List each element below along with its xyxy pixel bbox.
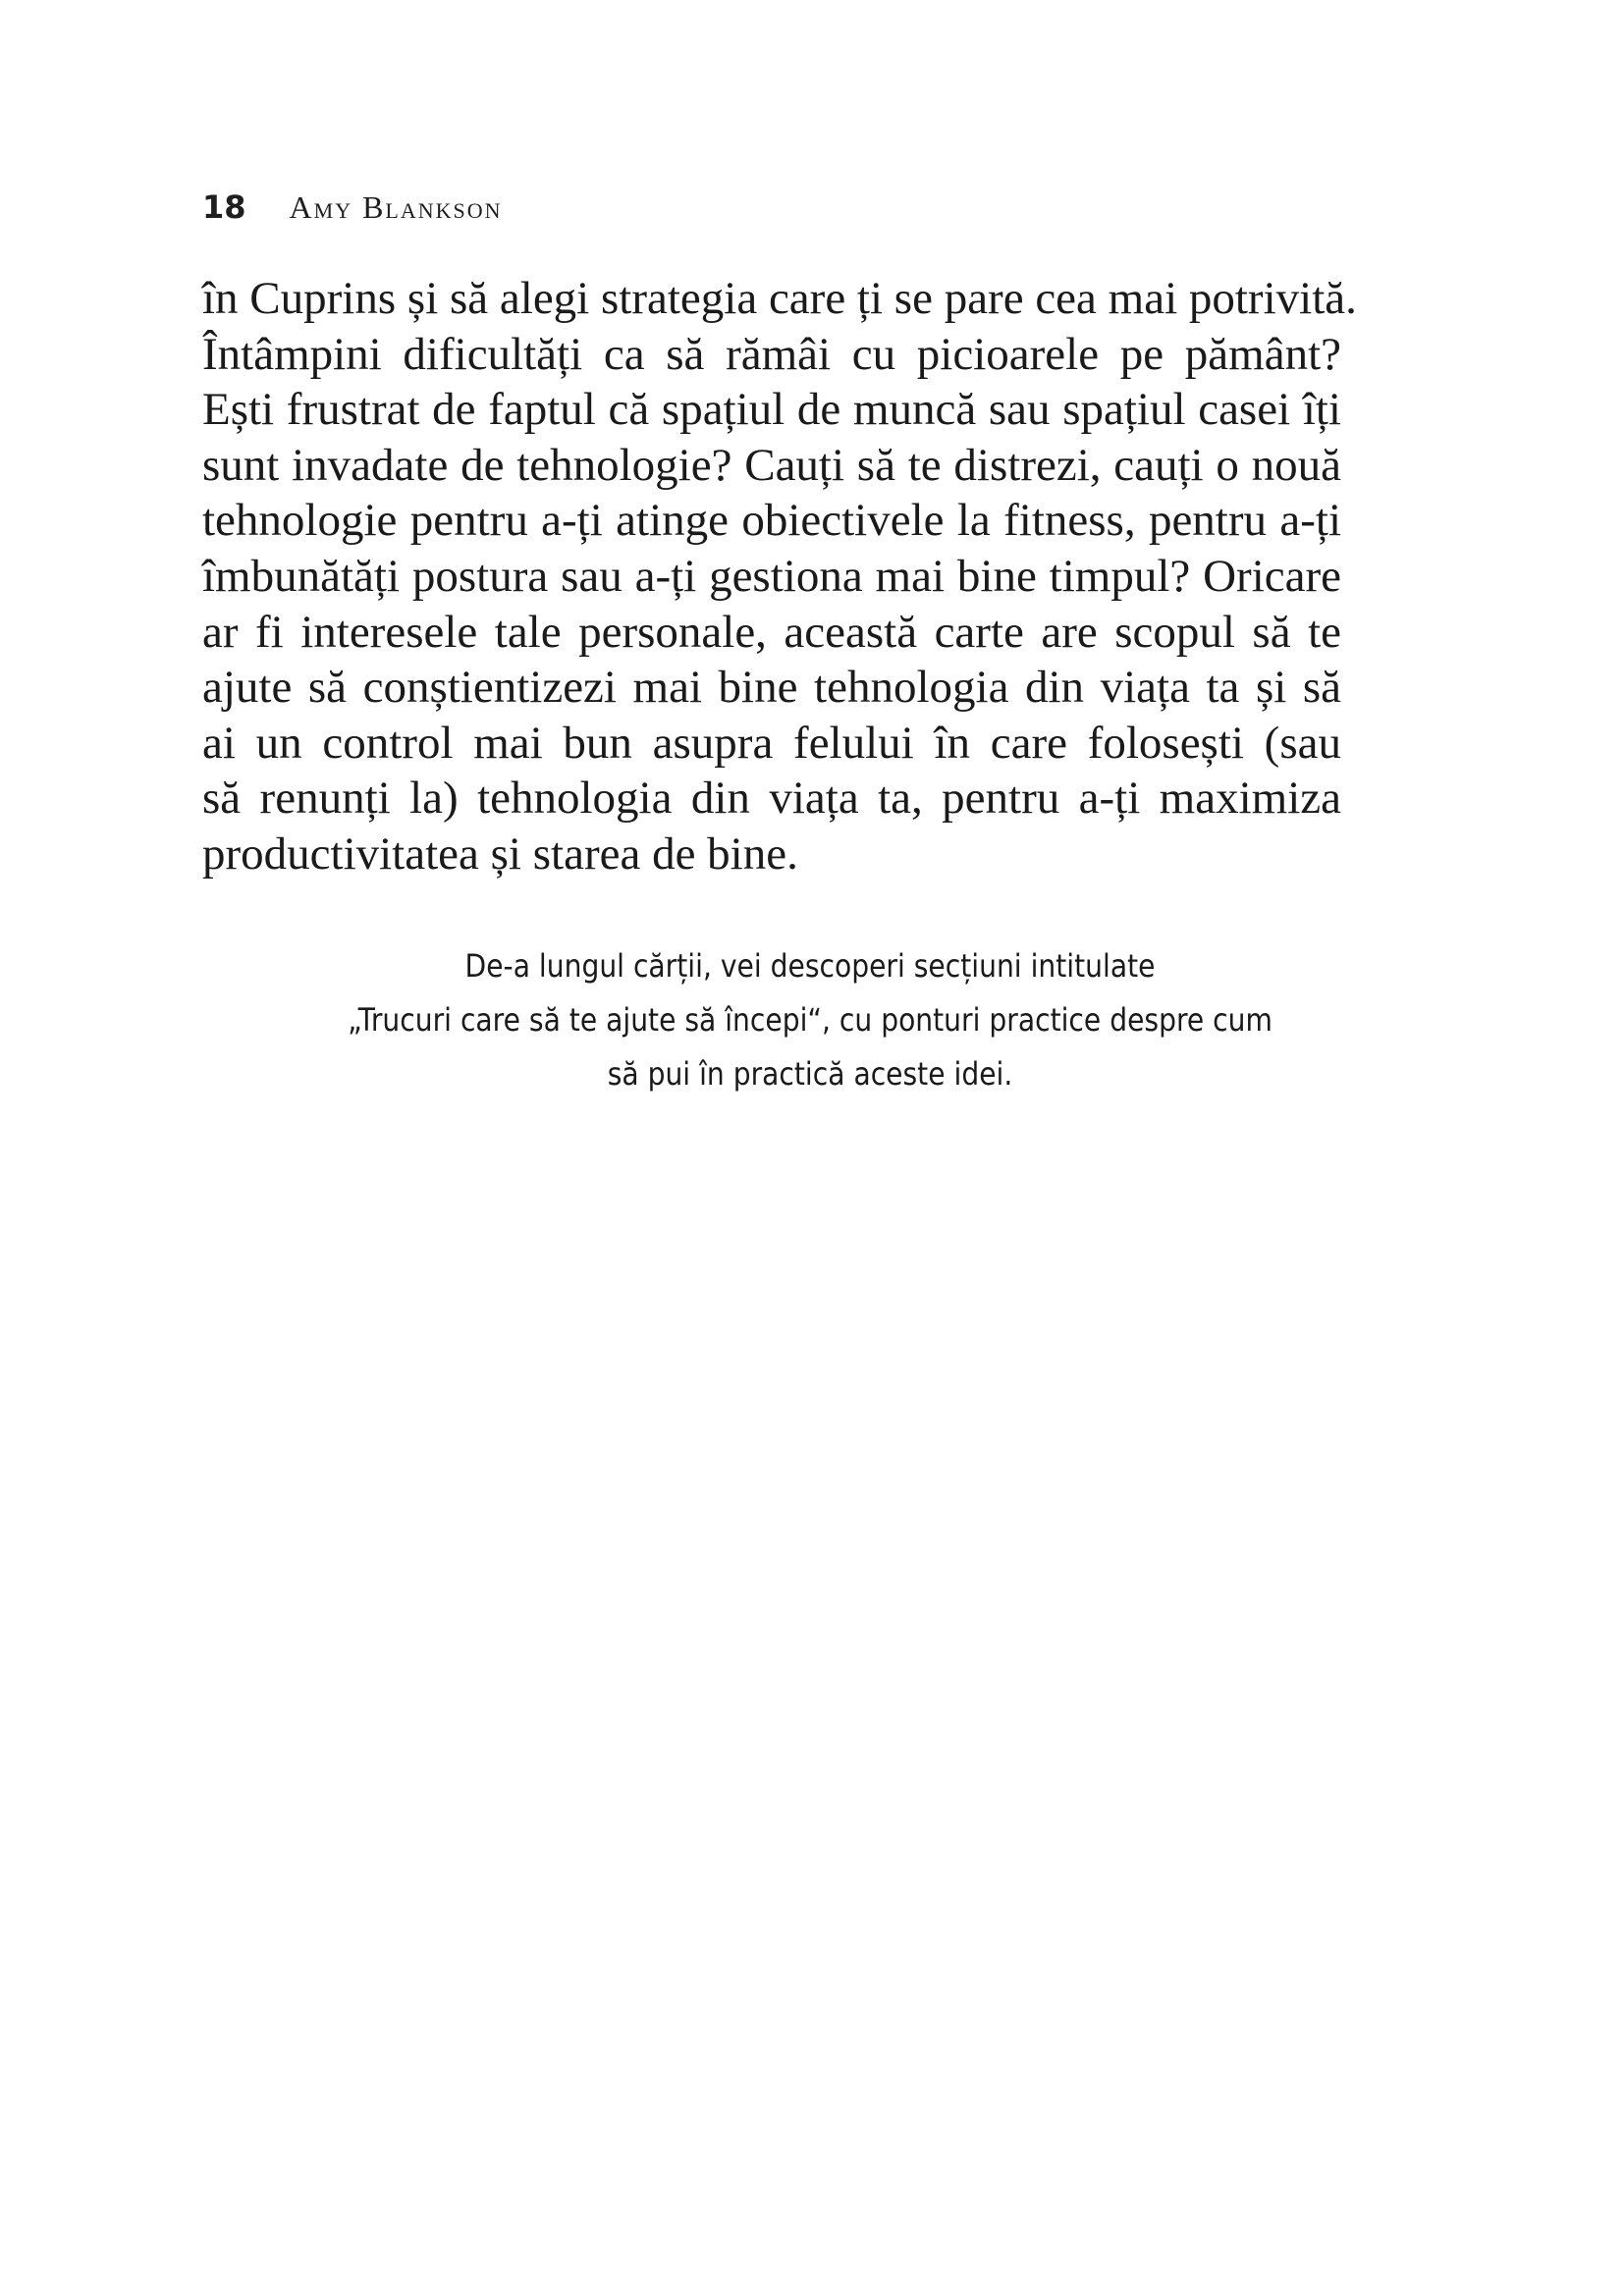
tip-line: De-a lungul cărții, vei descoperi secțiuni intitulate	[464, 947, 1156, 985]
body-line: Întâmpini dificultăți ca să rămâi cu picioarele pe pământ?	[202, 328, 1341, 380]
running-header-author: Amy Blankson	[289, 189, 503, 225]
tip-line: să pui în practică aceste idei.	[607, 1055, 1013, 1093]
body-line: ar fi interesele tale personale, această carte are scopul să te	[202, 606, 1341, 658]
page-number: 18	[202, 188, 246, 226]
body-line: ajute să conștientizezi mai bine tehnologia din viața ta și să	[202, 662, 1341, 714]
tip-note	[245, 939, 1375, 1101]
body-line: productivitatea și starea de bine.	[202, 828, 798, 880]
body-paragraph	[202, 271, 1357, 882]
body-line: Ești frustrat de faptul că spațiul de muncă sau spațiul casei îți	[202, 384, 1341, 436]
body-line: să renunți la) tehnologia din viața ta, pentru a-ți maximiza	[202, 773, 1341, 825]
body-line: în Cuprins și să alegi strategia care ți se pare cea mai potrivită.	[202, 273, 1357, 324]
body-line: tehnologie pentru a-ți atinge obiectivele la fitness, pentru a-ți	[202, 495, 1341, 547]
tip-line: „Trucuri care să te ajute să începi“, cu ponturi practice despre cum	[348, 1001, 1272, 1039]
body-line: sunt invadate de tehnologie? Cauți să te distrezi, cauți o nouă	[202, 439, 1341, 491]
body-line: îmbunătăți postura sau a-ți gestiona mai bine timpul? Oricare	[202, 550, 1341, 602]
body-line: ai un control mai bun asupra felului în care folosești (sau	[202, 717, 1341, 769]
running-header	[202, 188, 503, 238]
